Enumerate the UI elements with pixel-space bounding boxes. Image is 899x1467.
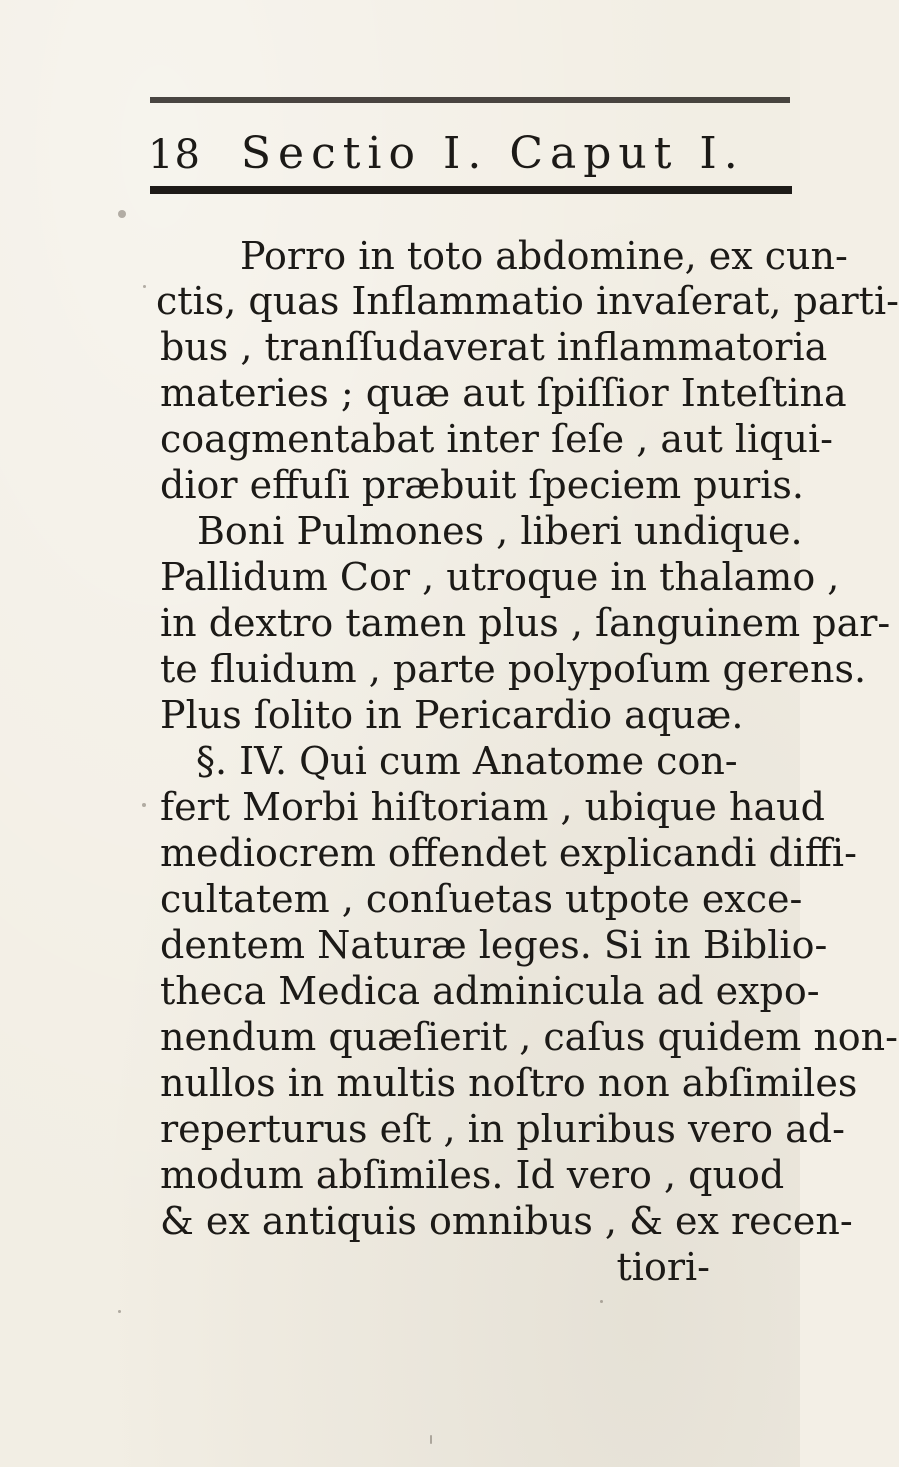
- text-line: §. IV. Qui cum Anatome con-: [196, 739, 738, 783]
- text-line: Pallidum Cor , utroque in thalamo ,: [160, 555, 840, 599]
- text-line: materies ; quæ aut ſpiſſior Inteſtina: [160, 371, 847, 415]
- text-line: te fluidum , parte polypoſum gerens.: [160, 647, 867, 691]
- text-line: reperturus eſt , in pluribus vero ad-: [160, 1107, 845, 1151]
- text-line: dior effuſi præbuit ſpeciem puris.: [160, 463, 804, 507]
- text-line: theca Medica adminicula ad expo-: [160, 969, 820, 1013]
- header-rule: [150, 186, 792, 194]
- catchword: tiori-: [616, 1245, 710, 1289]
- text-line: dentem Naturæ leges. Si in Biblio-: [160, 923, 828, 967]
- text-line: coagmentabat inter ſeſe , aut liqui-: [160, 417, 833, 461]
- text-line: mediocrem offendet explicandi diffi-: [160, 831, 857, 875]
- text-line: nullos in multis noſtro non abſimiles: [160, 1061, 858, 1105]
- text-line: nendum quæſierit , caſus quidem non-: [160, 1015, 898, 1059]
- text-line: Plus ſolito in Pericardio aquæ.: [160, 693, 744, 737]
- text-line: in dextro tamen plus , ſanguinem par-: [160, 601, 891, 645]
- text-line: Boni Pulmones , liberi undique.: [197, 509, 803, 553]
- text-line: Porro in toto abdomine, ex cun-: [240, 234, 848, 278]
- text-line: & ex antiquis omnibus , & ex recen-: [160, 1199, 853, 1243]
- top-decorative-rule: [150, 97, 790, 103]
- text-line: fert Morbi hiſtoriam , ubique haud: [160, 785, 825, 829]
- text-line: modum abſimiles. Id vero , quod: [160, 1153, 785, 1197]
- running-head: Sectio I. Caput I.: [240, 128, 745, 179]
- page-number: 18: [148, 132, 201, 178]
- page-header: [148, 128, 748, 188]
- text-line: ctis, quas Inflammatio invaſerat, parti-: [156, 279, 899, 323]
- text-line: bus , tranſſudaverat inflammatoria: [160, 325, 828, 369]
- text-line: cultatem , conſuetas utpote exce-: [160, 877, 803, 921]
